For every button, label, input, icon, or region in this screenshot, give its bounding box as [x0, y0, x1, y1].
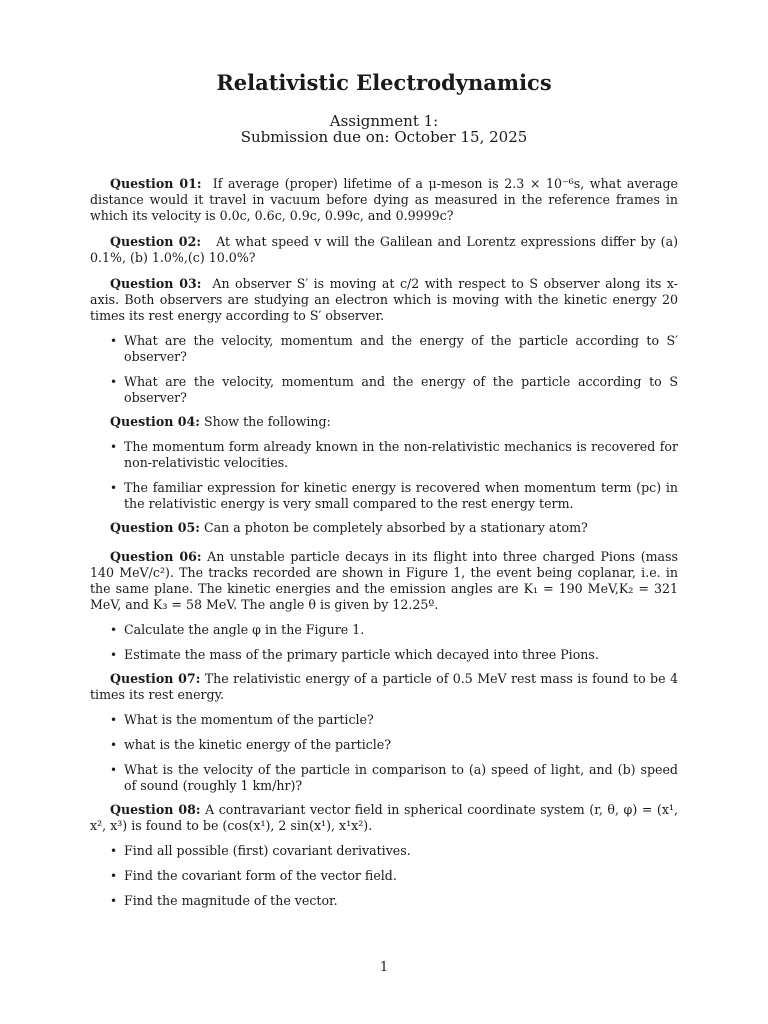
list-item: • What is the momentum of the particle? [124, 712, 678, 728]
question-text: An observer S′ is moving at c/2 with respect to S observer along its x-axis. Both observers are studying an electron which is moving with the kinetic energy 20 times its rest energy according to S′ observer. [90, 276, 678, 323]
list-item: • The momentum form already known in the non-relativistic mechanics is recovered for non-relativistic velocities. [124, 439, 678, 471]
question-07 [90, 671, 678, 703]
question-text: The relativistic energy of a particle of 0.5 MeV rest mass is found to be 4 times its rest energy. [90, 671, 678, 702]
question-label: Question 04: [110, 414, 200, 429]
list-item: • What are the velocity, momentum and the energy of the particle according to S observer? [124, 374, 678, 406]
question-text: At what speed v will the Galilean and Lorentz expressions differ by (a) 0.1%, (b) 1.0%,(c) 10.0%? [90, 234, 678, 265]
list-item: • Find the magnitude of the vector. [124, 893, 678, 909]
question-02 [90, 234, 678, 266]
questions [90, 176, 678, 909]
question-04-items [90, 439, 678, 512]
list-item: • What are the velocity, momentum and the energy of the particle according to S′ observer? [124, 333, 678, 365]
question-text: An unstable particle decays in its flight into three charged Pions (mass 140 MeV/c²). The tracks recorded are shown in Figure 1, the event being coplanar, i.e. in the same plane. The kinetic energies and the emission angles are K₁ = 190 MeV,K₂ = 321 MeV, and K₃ = 58 MeV. The angle θ is given by 12.25º. [90, 549, 678, 612]
question-label: Question 02: [110, 234, 201, 249]
question-05 [90, 520, 678, 536]
due-date: Submission due on: October 15, 2025 [240, 128, 528, 146]
assignment-label: Assignment 1: [329, 112, 439, 130]
list-item: • Find all possible (first) covariant derivatives. [124, 843, 678, 859]
list-item: • The familiar expression for kinetic energy is recovered when momentum term (pc) in the relativistic energy is very small compared to the rest energy term. [124, 480, 678, 512]
question-03-items [90, 333, 678, 406]
question-01 [90, 176, 678, 224]
question-label: Question 08: [110, 802, 201, 817]
question-label: Question 01: [110, 176, 202, 191]
question-label: Question 07: [110, 671, 201, 686]
question-06 [90, 549, 678, 613]
question-04 [90, 414, 678, 430]
question-08-items [90, 843, 678, 909]
question-label: Question 05: [110, 520, 200, 535]
question-label: Question 03: [110, 276, 202, 291]
question-08 [90, 802, 678, 834]
list-item: • what is the kinetic energy of the particle? [124, 737, 678, 753]
list-item: • What is the velocity of the particle in comparison to (a) speed of light, and (b) speed of sound (roughly 1 km/hr)? [124, 762, 678, 794]
question-text: A contravariant vector field in spherical coordinate system (r, θ, φ) = (x¹, x², x³) is found to be (cos(x¹), 2 sin(x¹), x¹x²). [90, 802, 678, 833]
list-item: • Calculate the angle φ in the Figure 1. [124, 622, 678, 638]
question-text: If average (proper) lifetime of a μ-meson is 2.3 × 10⁻⁶s, what average distance would it travel in vacuum before dying as measured in the reference frames in which its velocity is 0.0c, 0.6c, 0.9c, 0.99c, and 0.9999c? [90, 176, 678, 223]
question-06-items [90, 622, 678, 663]
list-item: • Find the covariant form of the vector field. [124, 868, 678, 884]
question-text: Show the following: [203, 414, 331, 429]
document-title: Relativistic Electrodynamics [216, 70, 552, 95]
question-07-items [90, 712, 678, 794]
page-number: 1 [379, 960, 389, 975]
question-03 [90, 276, 678, 324]
list-item: • Estimate the mass of the primary particle which decayed into three Pions. [124, 647, 678, 663]
question-text: Can a photon be completely absorbed by a stationary atom? [203, 520, 588, 535]
question-label: Question 06: [110, 549, 202, 564]
